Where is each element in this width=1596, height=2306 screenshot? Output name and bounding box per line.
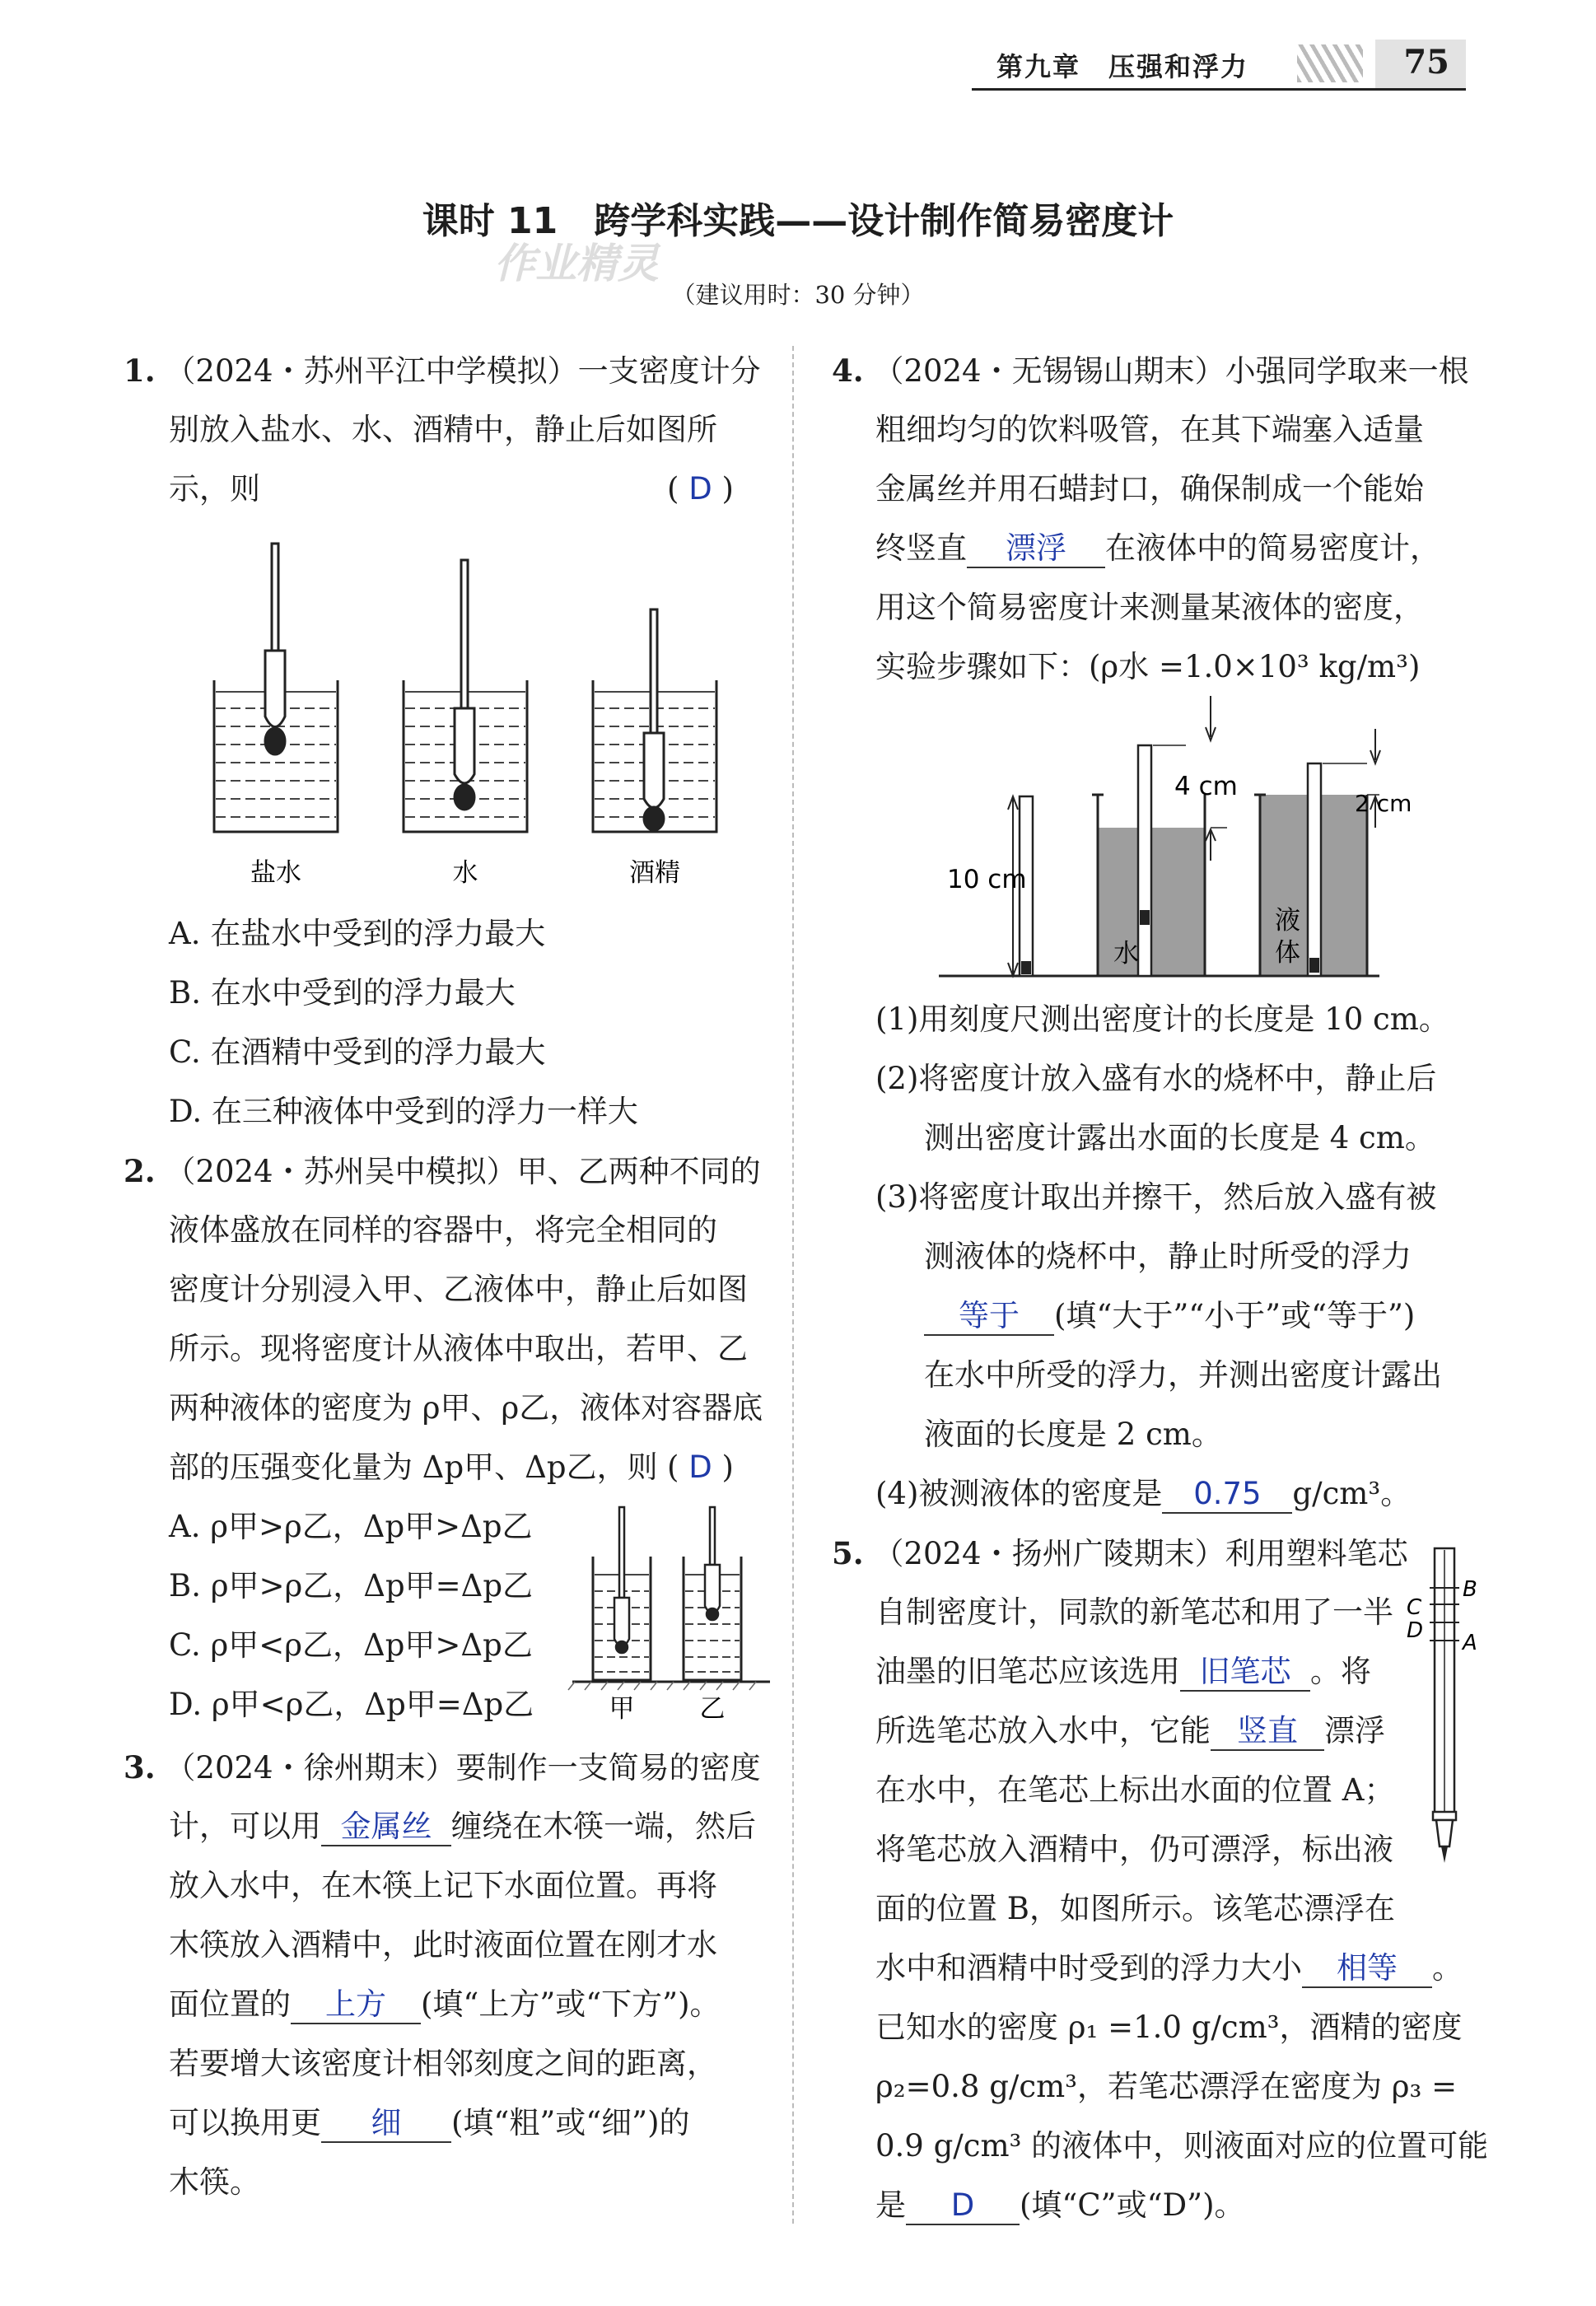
q5-source: （2024・扬州广陵期末） xyxy=(873,1536,1225,1571)
q4-step-3b: 测液体的烧杯中，静止时所受的浮力 xyxy=(924,1239,1412,1274)
q2-option-d: D. ρ甲<ρ乙，Δp甲=Δp乙 xyxy=(169,1687,534,1722)
q3-text: 可以换用更 xyxy=(169,2105,321,2140)
q3-line5 xyxy=(169,1975,721,2034)
q5-text: 是 xyxy=(875,2187,906,2223)
q2-option-a: A. ρ甲>ρ乙，Δp甲>Δp乙 xyxy=(169,1509,533,1544)
q5-line6: 将笔芯放入酒精中，仍可漂浮，标出液 xyxy=(875,1832,1393,1867)
q5-line1 xyxy=(832,1524,1408,1584)
q4-line4 xyxy=(875,519,1440,578)
q1-label-water: 水 xyxy=(452,858,478,888)
q2-number: 2. xyxy=(124,1153,156,1189)
q5-line8 xyxy=(875,1939,1463,1998)
q5-text: 所选笔芯放入水中，它能 xyxy=(875,1713,1211,1748)
q2-label-yi: 乙 xyxy=(699,1694,726,1724)
q4-line1 xyxy=(832,341,1469,401)
page-number: 75 xyxy=(1403,43,1449,82)
column-divider xyxy=(792,346,794,2224)
q3-number: 3. xyxy=(124,1749,156,1786)
q4-line6: 实验步骤如下：(ρ水 =1.0×10³ kg/m³) xyxy=(875,649,1421,684)
q4-text: g/cm³。 xyxy=(1292,1476,1412,1511)
q5-label-d: D xyxy=(1407,1618,1424,1643)
q4-line3: 金属丝并用石蜡封口，确保制成一个能始 xyxy=(875,471,1424,506)
q4-step-3e: 液面的长度是 2 cm。 xyxy=(924,1417,1222,1452)
q3-blank-2: 上方 xyxy=(291,1986,421,2024)
q4-line2: 粗细均匀的饮料吸管，在其下端塞入适量 xyxy=(875,412,1424,447)
q4-label-liquid-2: 体 xyxy=(1275,938,1300,968)
page-header xyxy=(972,40,1466,91)
q4-stem: 小强同学取来一根 xyxy=(1225,353,1469,389)
q5-blank-1: 旧笔芯 xyxy=(1180,1654,1310,1692)
q4-figure xyxy=(931,696,1412,984)
header-hatch-decoration xyxy=(1297,44,1363,82)
q2-stem: 甲、乙两种不同的 xyxy=(516,1154,761,1189)
q2-figure xyxy=(568,1507,774,1724)
q2-line5: 两种液体的密度为 ρ甲、ρ乙，液体对容器底 xyxy=(169,1390,763,1426)
q3-text: 缠绕在木筷一端，然后 xyxy=(451,1809,756,1844)
lesson-title: 课时 11 跨学科实践——设计制作简易密度计 xyxy=(422,200,1174,242)
q5-blank-4: D xyxy=(906,2187,1020,2225)
q4-label-liquid: 液 xyxy=(1275,906,1300,936)
q5-line7: 面的位置 B，如图所示。该笔芯漂浮在 xyxy=(875,1891,1395,1926)
q2-line3: 密度计分别浸入甲、乙液体中，静止后如图 xyxy=(169,1272,748,1307)
q3-blank-1: 金属丝 xyxy=(321,1809,451,1846)
q3-line2 xyxy=(169,1797,756,1856)
q3-line7 xyxy=(169,2094,690,2153)
q1-source: （2024・苏州平江中学模拟） xyxy=(165,353,578,389)
q3-text: (填“粗”或“细”)的 xyxy=(451,2105,690,2140)
q2-line6: 部的压强变化量为 Δp甲、Δp乙，则 xyxy=(169,1449,658,1485)
q3-text: 面位置的 xyxy=(169,1986,291,2022)
q4-label-4cm: 4 cm xyxy=(1174,772,1238,801)
header-rule xyxy=(972,88,1466,91)
q5-number: 5. xyxy=(832,1535,864,1571)
q2-line4: 所示。现将密度计从液体中取出，若甲、乙 xyxy=(169,1331,748,1366)
q4-text: (填“大于”“小于”或“等于”) xyxy=(1054,1298,1416,1333)
q5-text: 油墨的旧笔芯应该选用 xyxy=(875,1654,1180,1689)
q1-figure xyxy=(206,535,716,898)
q2-source: （2024・苏州吴中模拟） xyxy=(165,1154,517,1189)
q5-text: (填“C”或“D”)。 xyxy=(1020,2187,1245,2223)
q4-label-water: 水 xyxy=(1113,939,1139,969)
q2-option-c: C. ρ甲<ρ乙，Δp甲>Δp乙 xyxy=(169,1627,533,1663)
q5-blank-3: 相等 xyxy=(1302,1950,1432,1988)
q5-text: 漂浮 xyxy=(1324,1713,1385,1748)
q5-line12 xyxy=(875,2176,1245,2235)
q3-stem: 要制作一支简易的密度 xyxy=(455,1750,761,1786)
q5-line10: ρ₂=0.8 g/cm³，若笔芯漂浮在密度为 ρ₃ = xyxy=(875,2069,1458,2104)
q2-line2: 液体盛放在同样的容器中，将完全相同的 xyxy=(169,1212,717,1248)
q1-answer: D xyxy=(688,471,712,506)
q3-line8: 木筷。 xyxy=(169,2164,260,2200)
q2-option-b: B. ρ甲>ρ乙，Δp甲=Δp乙 xyxy=(169,1568,534,1603)
q5-line2: 自制密度计，同款的新笔芯和用了一半 xyxy=(875,1594,1393,1630)
q5-line3 xyxy=(875,1642,1371,1701)
q3-text: (填“上方”或“下方”)。 xyxy=(421,1986,721,2022)
q5-text: 。 xyxy=(1432,1950,1463,1986)
q1-line1 xyxy=(124,341,761,401)
q1-option-a: A. 在盐水中受到的浮力最大 xyxy=(169,916,546,951)
q3-line6: 若要增大该密度计相邻刻度之间的距离， xyxy=(169,2046,717,2081)
q3-line4: 木筷放入酒精中，此时液面位置在刚才水 xyxy=(169,1927,717,1963)
q4-line5: 用这个简易密度计来测量某液体的密度， xyxy=(875,590,1424,625)
q3-line3: 放入水中，在木筷上记下水面位置。再将 xyxy=(169,1868,717,1903)
q5-line4 xyxy=(875,1701,1385,1761)
q2-answer: D xyxy=(688,1449,712,1485)
q1-option-b: B. 在水中受到的浮力最大 xyxy=(169,975,516,1011)
q1-line2: 别放入盐水、水、酒精中，静止后如图所 xyxy=(169,412,717,447)
q3-line1 xyxy=(124,1738,761,1798)
q1-number: 1. xyxy=(124,352,156,389)
q4-blank-2: 等于 xyxy=(924,1298,1054,1336)
q4-step-3a: (3)将密度计取出并擦干，然后放入盛有被 xyxy=(875,1179,1437,1215)
q2-answer-bracket: ( D ) xyxy=(667,1449,734,1485)
q5-line11: 0.9 g/cm³ 的液体中，则液面对应的位置可能 xyxy=(875,2128,1489,2164)
q5-line9: 已知水的密度 ρ₁ =1.0 g/cm³，酒精的密度 xyxy=(875,2010,1463,2045)
q5-text: 水中和酒精中时受到的浮力大小 xyxy=(875,1950,1302,1986)
q4-step-1: (1)用刻度尺测出密度计的长度是 10 cm。 xyxy=(875,1001,1449,1037)
q1-label-alcohol: 酒精 xyxy=(629,858,680,888)
q5-blank-2: 竖直 xyxy=(1211,1713,1324,1751)
q1-stem: 一支密度计分 xyxy=(577,353,761,389)
q1-answer-bracket: ( D ) xyxy=(667,471,734,506)
chapter-title: 第九章 压强和浮力 xyxy=(996,51,1249,82)
q1-label-salt-water: 盐水 xyxy=(250,858,301,888)
q5-label-c: C xyxy=(1407,1595,1422,1620)
watermark: 作业精灵 xyxy=(494,240,659,287)
q1-option-d: D. 在三种液体中受到的浮力一样大 xyxy=(169,1094,638,1129)
q3-source: （2024・徐州期末） xyxy=(165,1750,456,1786)
q4-blank-3: 0.75 xyxy=(1162,1476,1292,1514)
q3-blank-3: 细 xyxy=(321,2105,451,2143)
q4-step-3c xyxy=(924,1286,1415,1346)
q4-number: 4. xyxy=(832,352,864,389)
suggested-time: （建议用时：30 分钟） xyxy=(671,281,925,309)
q5-label-a: A xyxy=(1463,1631,1477,1655)
q4-text: 终竖直 xyxy=(875,530,967,566)
q4-label-2cm: 2 cm xyxy=(1355,790,1412,817)
q1-line3: 示，则 xyxy=(169,471,260,506)
q4-step-3d: 在水中所受的浮力，并测出密度计露出 xyxy=(924,1357,1442,1393)
q5-line5: 在水中，在笔芯上标出水面的位置 A； xyxy=(875,1772,1395,1808)
q4-step-2a: (2)将密度计放入盛有水的烧杯中，静止后 xyxy=(875,1061,1437,1096)
q4-step-2b: 测出密度计露出水面的长度是 4 cm。 xyxy=(924,1120,1435,1155)
q5-figure xyxy=(1400,1540,1491,1878)
q4-text: 在液体中的简易密度计， xyxy=(1105,530,1440,566)
q1-option-c: C. 在酒精中受到的浮力最大 xyxy=(169,1034,546,1070)
q4-source: （2024・无锡锡山期末） xyxy=(873,353,1225,389)
q2-line1 xyxy=(124,1141,761,1202)
q3-text: 计，可以用 xyxy=(169,1809,321,1844)
q4-label-length: 10 cm xyxy=(947,865,1027,894)
q5-text: 。将 xyxy=(1310,1654,1371,1689)
q4-text: (4)被测液体的密度是 xyxy=(875,1476,1163,1511)
q5-label-b: B xyxy=(1463,1577,1477,1602)
q2-label-jia: 甲 xyxy=(609,1694,635,1724)
q5-stem: 利用塑料笔芯 xyxy=(1225,1536,1408,1571)
q4-step-4 xyxy=(875,1464,1411,1524)
q4-blank-1: 漂浮 xyxy=(967,530,1105,568)
